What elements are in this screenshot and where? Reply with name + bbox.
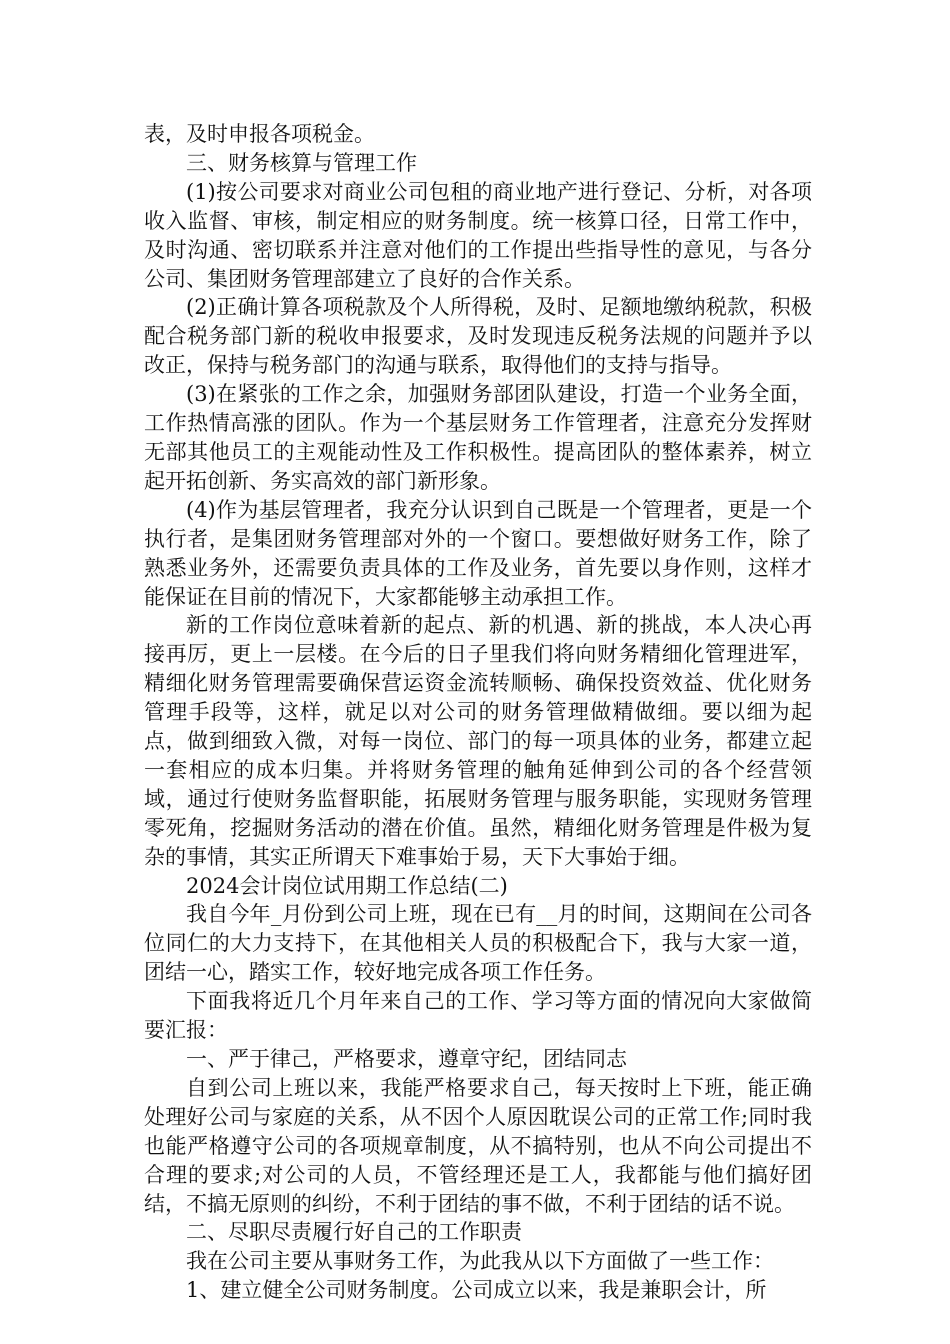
paragraph: (4)作为基层管理者，我充分认识到自己既是一个管理者，更是一个执行者，是集团财务管理部对外的一个窗口。要想做好财务工作，除了熟悉业务外，还需要负责具体的工作及业务，首先要以身作则，这样才能保证在目前的情况下，大家都能够主动承担工作。 (144, 497, 812, 609)
paragraph: 下面我将近几个月年来自己的工作、学习等方面的情况向大家做简要汇报： (144, 989, 812, 1043)
paragraph: (3)在紧张的工作之余，加强财务部团队建设，打造一个业务全面，工作热情高涨的团队。作为一个基层财务工作管理者，注意充分发挥财无部其他员工的主观能动性及工作积极性。提高团队的整体素养，树立起开拓创新、务实高效的部门新形象。 (144, 382, 812, 493)
paragraph: 新的工作岗位意味着新的起点、新的机遇、新的挑战，本人决心再接再厉，更上一层楼。在今后的日子里我们将向财务精细化管理进军，精细化财务管理需要确保营运资金流转顺畅、确保投资效益、优化财务管理手段等，这样，就足以对公司的财务管理做精做细。要以细为起点，做到细致入微，对每一岗位、部门的每一项具体的业务，都建立起一套相应的成本归集。并将财务管理的触角延伸到公司的各个经营领域，通过行使财务监督职能，拓展财务管理与服务职能，实现财务管理零死角，挖掘财务活动的潜在价值。虽然，精细化财务管理是件极为复杂的事情，其实正所谓天下难事始于易，天下大事始于细。 (144, 613, 812, 869)
paragraph: 我在公司主要从事财务工作，为此我从以下方面做了一些工作： (186, 1249, 774, 1274)
paragraph: 表，及时申报各项税金。 (144, 122, 375, 146)
section-heading: 二、尽职尽责履行好自己的工作职责 (186, 1220, 522, 1245)
section-heading: 三、财务核算与管理工作 (186, 150, 417, 175)
document-title: 2024会计岗位试用期工作总结(二) (186, 873, 508, 898)
paragraph: (1)按公司要求对商业公司包租的商业地产进行登记、分析，对各项收入监督、审核，制定相应的财务制度。统一核算口径，日常工作中，及时沟通、密切联系并注意对他们的工作提出些指导性的意见，与各分公司、集团财务管理部建立了良好的合作关系。 (144, 179, 812, 291)
document-page (144, 120, 812, 1305)
paragraph: 自到公司上班以来，我能严格要求自己，每天按时上下班，能正确处理好公司与家庭的关系，从不因个人原因耽误公司的正常工作;同时我也能严格遵守公司的各项规章制度，从不搞特别，也从不向公司提出不合理的要求;对公司的人员，不管经理还是工人，我都能与他们搞好团结，不搞无原则的纠纷，不利于团结的事不做，不利于团结的话不说。 (144, 1075, 812, 1216)
paragraph: 1、建立健全公司财务制度。公司成立以来，我是兼职会计，所 (186, 1278, 767, 1303)
paragraph: 我自今年_月份到公司上班，现在已有__月的时间，这期间在公司各位同仁的大力支持下，在其他相关人员的积极配合下，我与大家一道，团结一心，踏实工作，较好地完成各项工作任务。 (144, 902, 812, 985)
section-heading: 一、严于律己，严格要求，遵章守纪，团结同志 (186, 1047, 627, 1071)
paragraph: (2)正确计算各项税款及个人所得税，及时、足额地缴纳税款，积极配合税务部门新的税收申报要求，及时发现违反税务法规的问题并予以改正，保持与税务部门的沟通与联系，取得他们的支持与指导。 (144, 295, 812, 378)
